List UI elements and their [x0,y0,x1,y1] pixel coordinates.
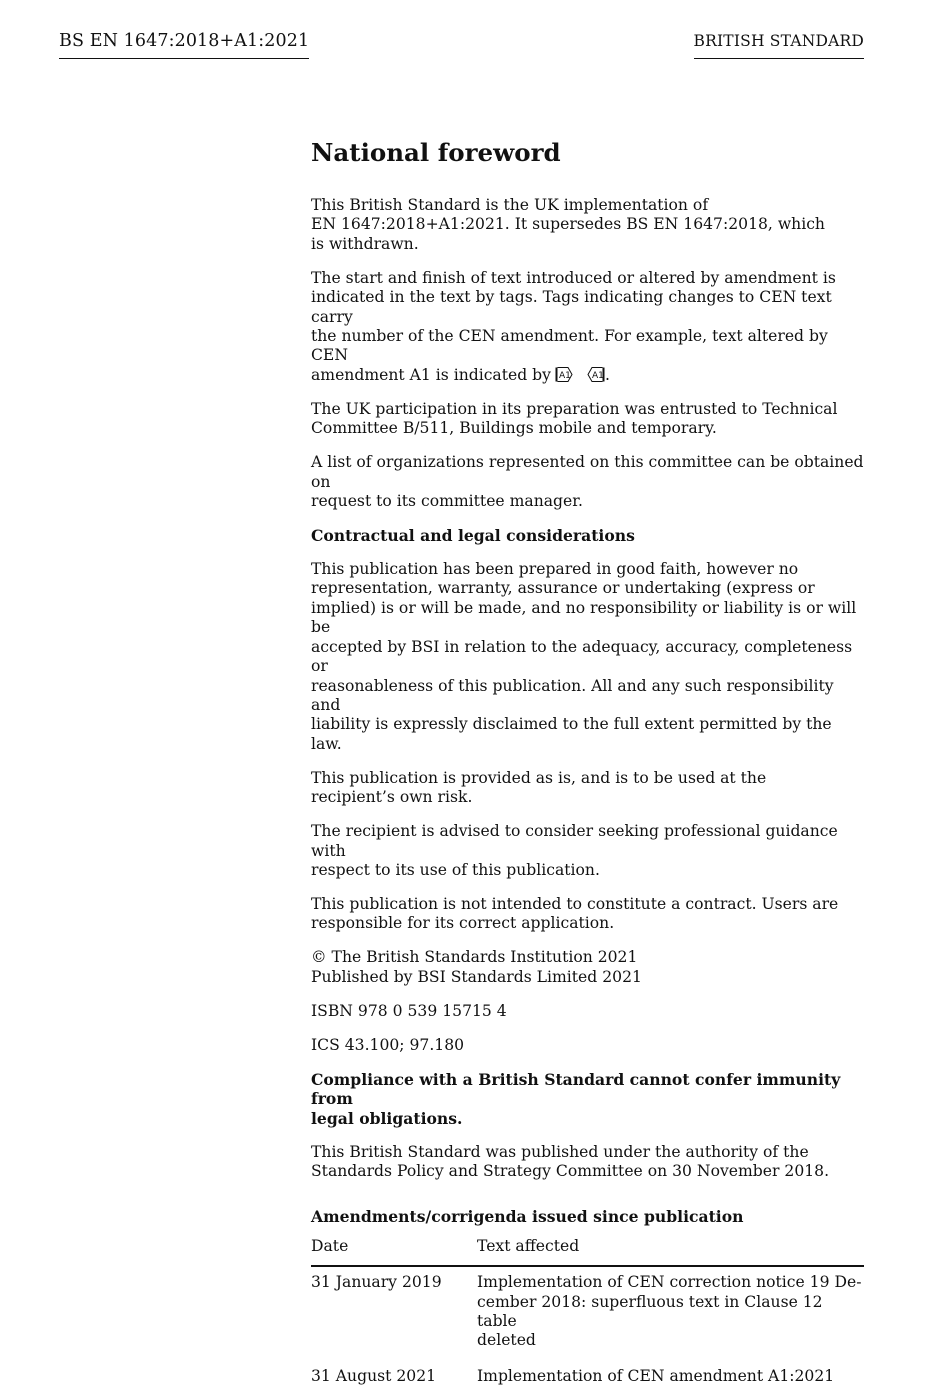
amendment-open-tag-icon [555,367,573,382]
text-fragment: amendment A1 is indicated by [311,365,551,384]
paragraph-committee [311,400,867,439]
text-line: EN 1647:2018+A1:2021. It supersedes BS EN 1647:2018, which [311,215,825,234]
paragraph-organizations [311,453,867,511]
text-line: the number of the CEN amendment. For example, text altered by CEN [311,327,828,365]
text-line: responsible for its correct application. [311,914,615,933]
document-id: BS EN 1647:2018+A1:2021 [59,30,309,59]
isbn: ISBN 978 0 539 15715 4 [311,1001,507,1020]
amendment-text [477,1266,864,1365]
text-line: is withdrawn. [311,234,419,253]
text-line: implied) is or will be made, and no responsibility or liability is or will be [311,598,857,637]
text-line: The recipient is advised to consider seeking professional guidance with [311,822,838,860]
paragraph-guidance [311,822,867,880]
text-line: respect to its use of this publication. [311,860,600,879]
copyright-block [311,948,867,987]
amendments-heading: Amendments/corrigenda issued since publication [311,1207,744,1227]
ics-code: ICS 43.100; 97.180 [311,1035,465,1054]
paragraph-implementation [311,196,867,254]
column-header-date: Date [311,1237,477,1266]
text-line: Compliance with a British Standard cannot confer immunity from [311,1069,841,1109]
text-line: recipient’s own risk. [311,788,473,807]
paragraph-authority [311,1143,867,1182]
paragraph-good-faith [311,560,867,754]
text-line: request to its committee manager. [311,492,583,511]
publisher-line: Published by BSI Standards Limited 2021 [311,967,642,986]
text-line: Implementation of CEN amendment A1:2021 [477,1366,835,1385]
copyright-line: © The British Standards Institution 2021 [311,948,638,967]
amendments-table [311,1237,864,1386]
text-line: This publication is not intended to constitute a contract. Users are [311,894,839,913]
text-line: indicated in the text by tags. Tags indicating changes to CEN text carry [311,288,832,326]
text-line: The start and finish of text introduced or altered by amendment is [311,268,836,287]
text-line: cember 2018: superfluous text in Clause 12 table [477,1292,823,1330]
main-content [311,138,867,1386]
text-line: The UK participation in its preparation was entrusted to Technical [311,399,838,418]
text-line: This British Standard is the UK implementation of [311,196,709,214]
amendment-close-tag-icon [587,367,605,382]
text-line-with-tags [311,366,867,385]
page-title: National foreword [311,138,561,167]
text-line: This British Standard was published under the authority of the [311,1142,809,1161]
paragraph-contract [311,895,867,934]
text-line: representation, warranty, assurance or undertaking (express or [311,579,815,598]
column-header-text-affected: Text affected [477,1237,864,1266]
document-category: BRITISH STANDARD [694,31,865,59]
text-line: Committee B/511, Buildings mobile and temporary. [311,419,717,438]
amendment-text [477,1365,864,1386]
text-line: liability is expressly disclaimed to the full extent permitted by the law. [311,715,832,753]
tag-label: A1 [591,370,604,381]
contractual-heading: Contractual and legal considerations [311,526,635,546]
text-line: Implementation of CEN correction notice 19 De- [477,1273,862,1292]
text-fragment: . [604,365,610,384]
amendment-date: 31 January 2019 [311,1273,442,1292]
paragraph-amendment-tags [311,269,867,385]
text-line: legal obligations. [311,1108,463,1128]
tag-label: A1 [558,370,571,381]
amendment-date: 31 August 2021 [311,1366,437,1385]
text-line: reasonableness of this publication. All and any such responsibility and [311,676,834,714]
table-header-row [311,1237,864,1266]
text-line: deleted [477,1331,536,1350]
text-line: Standards Policy and Strategy Committee on 30 November 2018. [311,1161,830,1180]
table-row [311,1365,864,1386]
table-row [311,1266,864,1365]
paragraph-as-is [311,769,867,808]
text-line: This publication has been prepared in good faith, however no [311,560,799,579]
text-line: This publication is provided as is, and is to be used at the [311,768,767,787]
compliance-notice [311,1070,867,1128]
text-line: A list of organizations represented on this committee can be obtained on [311,453,864,491]
text-line: accepted by BSI in relation to the adequacy, accuracy, completeness or [311,637,853,676]
